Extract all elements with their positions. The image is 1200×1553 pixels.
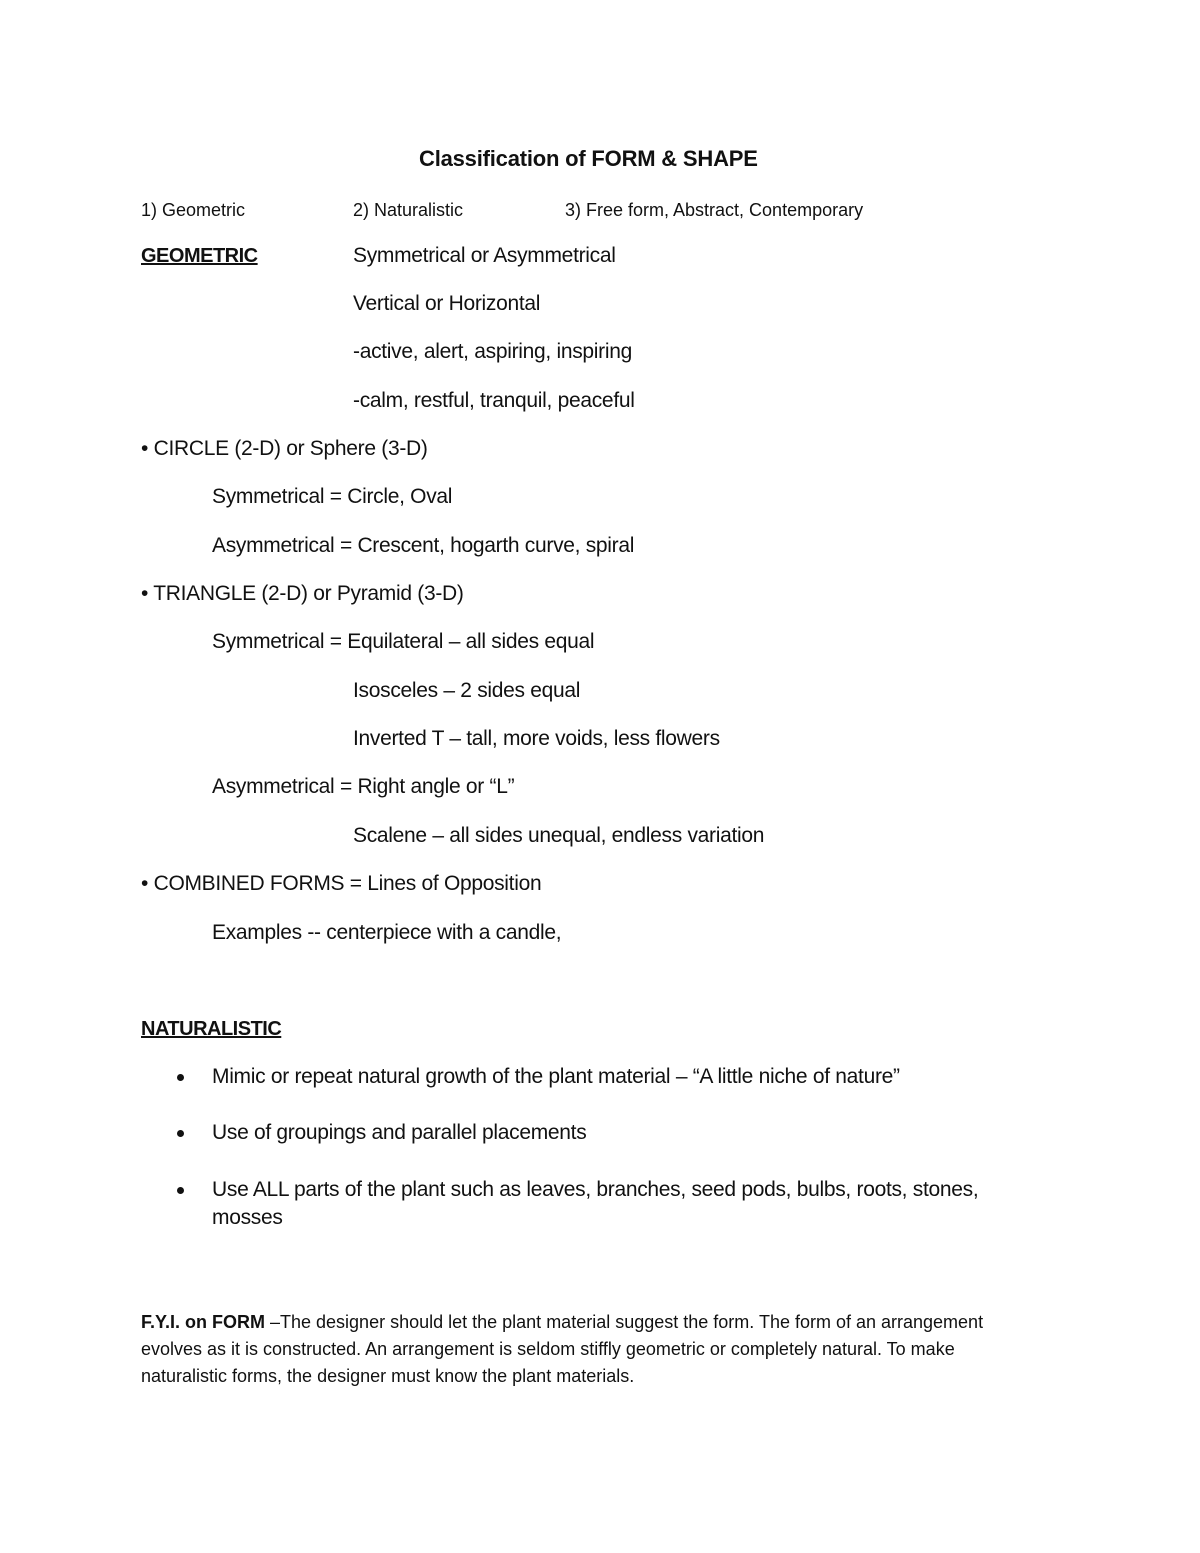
naturalistic-bullet-continued: mosses: [212, 1206, 283, 1229]
naturalistic-heading: NATURALISTIC: [141, 1018, 282, 1040]
circle-heading: • CIRCLE (2-D) or Sphere (3-D): [141, 437, 428, 460]
circle-symmetrical: Symmetrical = Circle, Oval: [212, 485, 453, 508]
category-naturalistic: 2) Naturalistic: [353, 200, 464, 220]
naturalistic-bullet: Use ALL parts of the plant such as leaves, branches, seed pods, bulbs, roots, stones,: [212, 1178, 979, 1201]
page-title: Classification of FORM & SHAPE: [419, 146, 758, 171]
combined-forms-heading: • COMBINED FORMS = Lines of Opposition: [141, 872, 542, 895]
circle-asymmetrical: Asymmetrical = Crescent, hogarth curve, spiral: [212, 534, 635, 557]
triangle-scalene: Scalene – all sides unequal, endless variation: [353, 824, 765, 847]
triangle-isosceles: Isosceles – 2 sides equal: [353, 679, 581, 702]
naturalistic-bullet: Use of groupings and parallel placements: [212, 1121, 587, 1144]
triangle-asymmetrical: Asymmetrical = Right angle or “L”: [212, 775, 515, 798]
bullet-icon: [177, 1187, 184, 1194]
fyi-text: –The designer should let the plant material suggest the form. The form of an arrangement evolves as it is constructed. An arrangement is seldom stiffly geometric or completely natural. To make naturalistic forms, the designer must know the plant materials.: [141, 1312, 984, 1386]
category-geometric: 1) Geometric: [141, 200, 246, 220]
category-free-form: 3) Free form, Abstract, Contemporary: [565, 200, 864, 220]
geometric-line: Vertical or Horizontal: [353, 292, 541, 315]
fyi-label: F.Y.I. on FORM: [141, 1312, 265, 1332]
geometric-line: Symmetrical or Asymmetrical: [353, 244, 616, 267]
triangle-inverted-t: Inverted T – tall, more voids, less flowers: [353, 727, 720, 750]
triangle-heading: • TRIANGLE (2-D) or Pyramid (3-D): [141, 582, 464, 605]
geometric-line: -active, alert, aspiring, inspiring: [353, 340, 632, 363]
bullet-icon: [177, 1074, 184, 1081]
combined-forms-examples: Examples -- centerpiece with a candle,: [212, 921, 562, 944]
bullet-icon: [177, 1130, 184, 1137]
naturalistic-bullet: Mimic or repeat natural growth of the plant material – “A little niche of nature”: [212, 1065, 900, 1088]
fyi-paragraph: [141, 1309, 1041, 1390]
geometric-line: -calm, restful, tranquil, peaceful: [353, 389, 635, 412]
geometric-heading: GEOMETRIC: [141, 245, 258, 267]
triangle-symmetrical: Symmetrical = Equilateral – all sides equal: [212, 630, 595, 653]
